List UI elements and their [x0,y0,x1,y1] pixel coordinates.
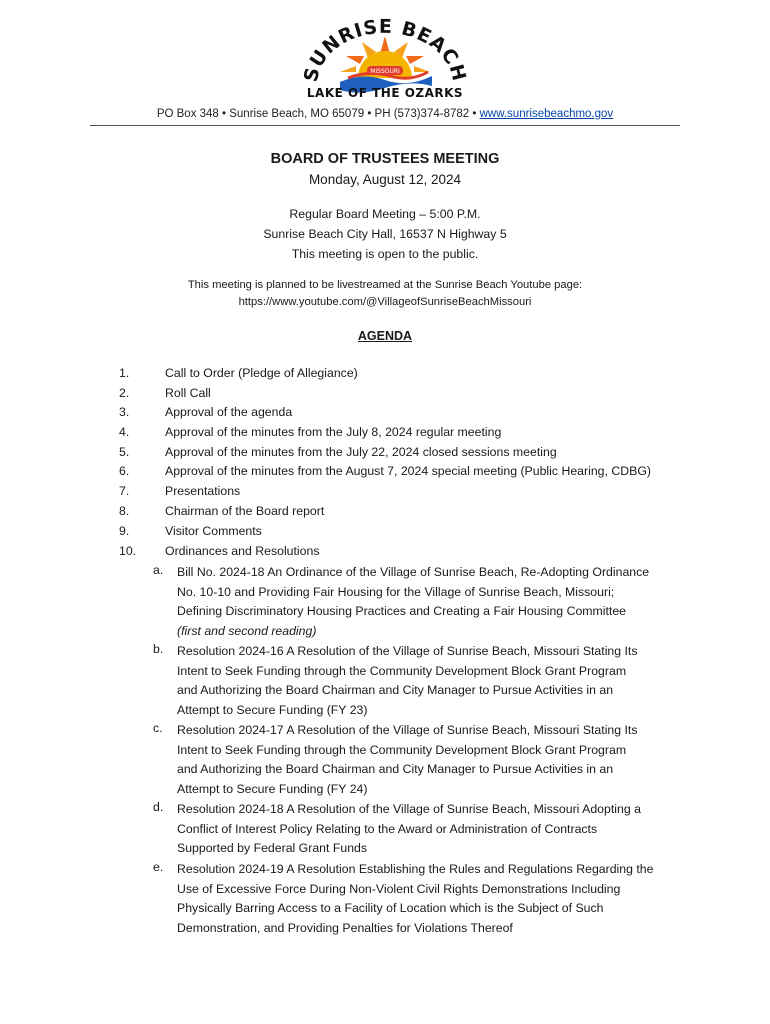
agenda-item [0,504,770,524]
agenda-item-number: 7. [119,484,130,498]
agenda-item-number: 4. [119,425,130,439]
agenda-item-number: 1. [119,366,130,380]
subitem-line: and Authorizing the Board Chairman and City Manager to Pursue Activities in an [177,762,614,777]
subitem-line: Demonstration, and Providing Penalties for Violations Thereof [177,921,513,936]
agenda-item-number: 10. [119,544,137,558]
agenda-item-text: Approval of the minutes from the July 8, 2024 regular meeting [165,425,502,439]
subitem-line: No. 10-10 and Providing Fair Housing for the Village of Sunrise Beach, Missouri; [177,584,615,599]
subitem-line: Physically Barring Access to a Facility of Location which is the Subject of Such [177,901,604,916]
logo-tagline: LAKE OF THE OZARKS [306,86,464,100]
subitem-line: Conflict of Interest Policy Relating to the Award or Administration of Contracts [177,821,598,836]
logo-state-text: MISSOURI [370,68,400,75]
meeting-public-note: This meeting is open to the public. [291,247,479,261]
agenda-item-text: Visitor Comments [165,524,262,538]
subitem-note: (first and second reading) [177,624,317,639]
meeting-time: Regular Board Meeting – 5:00 P.M. [289,207,481,221]
subitem-letter: e. [153,860,164,874]
agenda-item-text: Presentations [165,484,241,498]
agenda-item [0,445,770,465]
agenda-item [0,366,770,386]
subitem-text [177,563,667,642]
subitem-text [177,721,667,800]
livestream-note: This meeting is planned to be livestreamed at the Sunrise Beach Youtube page: [187,279,583,291]
agenda-item [0,405,770,425]
logo-name-text: SUNRISE BEACH [300,15,470,85]
sunrise-logo-graphic [300,14,470,94]
agenda-item-number: 5. [119,445,130,459]
agenda-item [0,464,770,484]
agenda-item-number: 9. [119,524,130,538]
agenda-item [0,544,770,564]
subitem-letter: a. [153,563,164,577]
meeting-date: Monday, August 12, 2024 [308,172,462,187]
subitem-line: Bill No. 2024-18 An Ordinance of the Village of Sunrise Beach, Re-Adopting Ordinance [177,565,650,579]
subitem-line: and Authorizing the Board Chairman and City Manager to Pursue Activities in an [177,683,614,698]
subitem-line: Intent to Seek Funding through the Community Development Block Grant Program [177,663,627,678]
agenda-item [0,524,770,544]
sunrise-beach-logo [300,14,470,106]
subitem-line: Supported by Federal Grant Funds [177,841,368,856]
subitem-line: Attempt to Secure Funding (FY 24) [177,782,368,797]
subitem-letter: b. [153,642,164,656]
subitem-line: Attempt to Secure Funding (FY 23) [177,703,368,718]
agenda-item-text: Approval of the minutes from the July 22, 2024 closed sessions meeting [165,445,557,459]
subitem-line: Resolution 2024-17 A Resolution of the Village of Sunrise Beach, Missouri Stating Its [177,723,638,737]
contact-line [0,108,770,120]
subitem-line: Use of Excessive Force During Non-Violent Civil Rights Demonstrations Including [177,881,621,896]
livestream-url: https://www.youtube.com/@VillageofSunriseBeachMissouri [238,296,532,308]
agenda-item-text: Approval of the agenda [165,405,293,419]
agenda-item [0,425,770,445]
subitem-line: Resolution 2024-18 A Resolution of the Village of Sunrise Beach, Missouri Adopting a [177,802,641,816]
agenda-item [0,386,770,406]
agenda-item-text: Ordinances and Resolutions [165,544,320,558]
agenda-item-text: Chairman of the Board report [165,504,325,518]
subitem-text [177,800,667,859]
agenda-item-number: 6. [119,464,130,478]
contact-text: PO Box 348 • Sunrise Beach, MO 65079 • PH (573)374-8782 • [156,108,480,120]
subitem-text [177,642,667,721]
agenda-item-number: 2. [119,386,130,400]
agenda-item-number: 3. [119,405,130,419]
subitem-letter: c. [153,721,163,735]
agenda-item-text: Approval of the minutes from the August 7, 2024 special meeting (Public Hearing, CDBG) [165,464,651,478]
subitem-letter: d. [153,800,164,814]
agenda-heading: AGENDA [357,329,413,343]
agenda-item-text: Roll Call [165,386,211,400]
meeting-location: Sunrise Beach City Hall, 16537 N Highway 5 [263,227,507,241]
subitem-line: Intent to Seek Funding through the Community Development Block Grant Program [177,742,627,757]
meeting-title: BOARD OF TRUSTEES MEETING [270,151,500,167]
agenda-item [0,484,770,504]
website-link[interactable]: www.sunrisebeachmo.gov [479,108,614,120]
subitem-line: Resolution 2024-19 A Resolution Establishing the Rules and Regulations Regarding the [177,862,654,876]
header-divider [90,125,680,126]
agenda-item-number: 8. [119,504,130,518]
subitem-line: Defining Discriminatory Housing Practices and Creating a Fair Housing Committee [177,604,627,619]
agenda-item-text: Call to Order (Pledge of Allegiance) [165,366,358,380]
subitem-line: Resolution 2024-16 A Resolution of the Village of Sunrise Beach, Missouri Stating Its [177,644,638,658]
subitem-text [177,860,667,939]
